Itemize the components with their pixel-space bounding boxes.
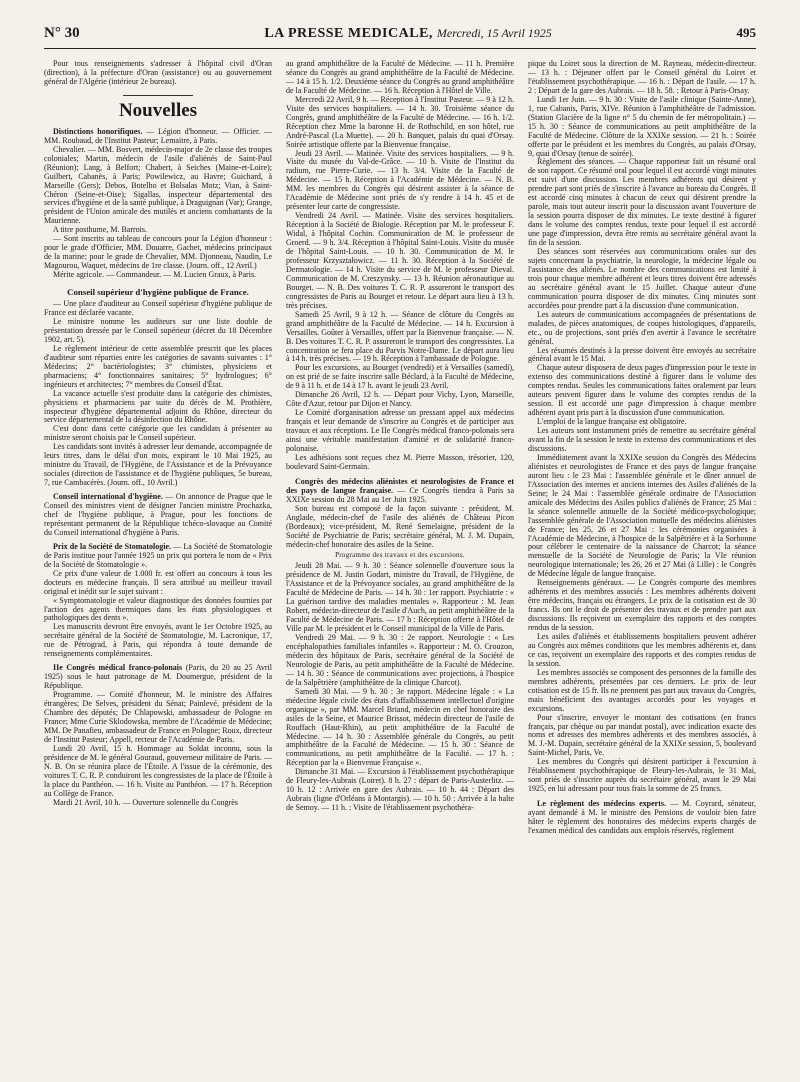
paragraph: Les manuscrits devront être envoyés, avant le 1er Octobre 1925, au secrétaire général de la Société de Stomatologie, M. Lacronique, 17, rue de Pétrograd, à Paris, qui répondra à toute demande de renseignements complémentaires.	[44, 622, 272, 659]
divider	[123, 95, 193, 96]
paragraph: Règlement des séances. — Chaque rapporteur fait un résumé oral de son rapport. Ce résumé oral pour lequel il est accordé vingt minutes est suivi d'une discussion. Les membres adhérents qui désirent y prendre part sont priés de s'inscrire à l'avance au bureau du Congrès. Il est accordé cinq minutes à chacun de ceux qui désirent prendre la parole, mais tout auteur inscrit pour la discussion avant l'ouverture de la session pourra disposer de dix minutes. Le texte destiné à figurer dans le volume des comptes rendus, texte pour lequel il est accordé une page d'impression, devra être remis au secrétaire général avant la fin de la session.	[528, 157, 756, 248]
paragraph: Jeudi 28 Mai. — 9 h. 30 : Séance solennelle d'ouverture sous la présidence de M. Justin Godart, ministre du Travail, de l'Hygiène, de l'Assistance et de la Prévoyance sociales, au grand amphithéâtre de la Faculté de Médecine de Paris. — 14 h. 30 : 1er rapport. Psychiatrie : « La guérison tardive des maladies mentales ». Rapporteur : M. Jean Robert, médecin-directeur de l'asile d'Auch, au petit amphithéâtre de la Faculté de Médecine de Paris. — 17 h : Réception offerte à l'Hôtel de Ville par M. le président et le Conseil municipal de la Ville de Paris.	[286, 561, 514, 634]
paragraph: au grand amphithéâtre de la Faculté de Médecine. — 11 h. Première séance du Congrès au grand amphithéâtre de la Faculté de Médecine. — 14 à 15 h. 1/2. Deuxième séance du Congrès au grand amphithéâtre de la Faculté de Médecine. — 16 h. Réception à l'Hôtel de Ville.	[286, 60, 514, 95]
paragraph: — Sont inscrits au tableau de concours pour la Légion d'honneur : pour le grade d'Officier, MM. Douarre, Gachet, médecins principaux de la marine; pour le grade de Chevalier, MM. Djonneau, Naudin, Le Magourou, Waquet, médecins de 1re classe. (Journ. off., 12 Avril.)	[44, 234, 272, 271]
paragraph: C'est donc dans cette catégorie que les candidats à présenter au ministre seront choisis par le Conseil supérieur.	[44, 424, 272, 443]
paragraph: Programme. — Comité d'honneur, M. le ministre des Affaires étrangères; De Selves, président du Sénat; Painlevé, président de la Chambre des députés; De Chlapowski, ambassadeur de Pologne en France; Mme Curie Sklodowska, membre de l'Académie de Médecine; MM. De Panafieu, ambassadeur de France en Pologne; Roux, directeur de l'Institut Pasteur; Appell, recteur de l'Académie de Paris.	[44, 690, 272, 744]
article-title: Conseil supérieur d'hygiène publique de France.	[67, 287, 249, 298]
article-title: Congrès des médecins aliénistes et neurologistes de France et des pays de langue française.	[286, 476, 514, 495]
paragraph: Des séances sont réservées aux communications orales sur des sujets concernant la psychiatrie, la neurologie, la médecine légale ou l'assistance des aliénés. Le nombre des communications est limité à trois pour chaque membre adhérent et leurs titres doivent être adressés au secrétaire général avant le 15 Juillet. Chaque auteur d'une communication pourra disposer de dix minutes. Cinq minutes sont accordées pour prendre part à la discussion d'une communication.	[528, 247, 756, 310]
article-text: — M. Coyrard, sénateur, ayant demandé à M. le ministre des Pensions de vouloir bien faire hâter le règlement des honoraires des médecins experts chargés de l'examen médical des candidats aux emplois réservés, règlement	[528, 799, 756, 836]
paragraph: Immédiatement avant la XXIXe session du Congrès des Médecins aliénistes et neurologistes de France et des pays de langue française auront lieu : le 23 Mai : l'assemblée générale et le dîner annuel de l'Association des internes et anciens internes des Asiles d'aliénés de la Seine; le 24 Mai : l'assemblée générale ordinaire de l'Association amicale des Médecins des Asiles publics d'aliénés de France; 25 Mai : la séance solennelle annuelle de la Société médico-psychologique; l'assemblée générale de l'Association mutuelle des médecins aliénistes de France; les 25, 26 et 27 Mai : les cérémonies organisées à l'Académie de Médecine, à l'hospice de la Salpêtrière et à la Sorbonne pour célébrer le centenaire de la naissance de Charcot; la séance mensuelle de la Société de Neurologie de Paris; la VIe réunion neurologique internationale; les 26, 26 et 27 Mai (à Lille) : le Congrès de Médecine légale de langue française.	[528, 452, 756, 579]
paragraph: Les membres associés se composent des personnes de la famille des membres adhérents, présentées par ces derniers. Le prix de leur cotisation est de 15 fr. Ils ne prennent pas part aux travaux du Congrès, mais bénéficient des avantages accordés pour les voyages et excursions.	[528, 667, 756, 713]
paragraph: Samedi 30 Mai. — 9 h. 30 : 3e rapport. Médecine légale : « La médecine légale civile des états d'affaiblissement intellectuel d'origine organique », par MM. Marcel Briand, médecin en chef honoraire des asiles de la Seine, et Maurice Brissot, médecin directeur de l'asile de Rouffach (Haut-Rhin), au petit amphithéâtre de la Faculté de Médecine. — 14 h. 30 : Assemblée générale du Congrès, au petit amphithéâtre de la Faculté de Médecine. — 15 h. 30 : Séance de communications, au petit amphithéâtre de la Faculté. — 17 h. : Réception par la « Bienvenue Française ».	[286, 686, 514, 768]
paragraph: Dimanche 31 Mai. — Excursion à l'établissement psychothérapique de Fleury-les-Aubrais (Loiret). 8 h. 27 : départ de Paris-Austerlitz. — 10 h. 12 : Arrivée en gare des Aubrais. — 10 h. 44 : Départ des Aubrais (ligne d'Orléans à Montargis). — 10 h. 50 : Arrivée à la halte de Semoy. — 11 h. : Visite de l'établissement psychothéra-	[286, 767, 514, 813]
section-title: Nouvelles	[118, 99, 198, 121]
paragraph: Les auteurs sont instamment priés de remettre au secrétaire général avant la fin de la session le texte in extenso des communications et des discussions.	[528, 426, 756, 453]
article-text: (Paris, du 20 au 25 Avril 1925) sous le haut patronage de M. Doumergue, président de la République.	[44, 663, 272, 691]
page-header	[44, 24, 756, 44]
paragraph: Ce prix d'une valeur de 1.000 fr. est offert au concours à tous les docteurs en médecine français. Il sera attribué au meilleur travail original et inédit sur le sujet suivant :	[44, 568, 272, 596]
column-1	[44, 60, 272, 1070]
paragraph: Chevalier. — MM. Bosvert, médecin-major de 2e classe des troupes coloniales; Martin, médecin de l'asile d'aliénés de Saint-Paul (Réunion); Lang, à Belfort; Chabert, à Seiches (Maine-et-Loire); Guilbert, Cabanès, à Paris; Powilewicz, au Havre; Guichard, à Marseille (Gers); Debos, Botelho et Bolsalas Motz; Vian, à Saint-Chéron (Seine-et-Oise); Sigallas, inspecteur départemental des services d'hygiène et de la santé publique, à Draguignan (Var); Grange, président de l'Union amicale des mutilés et anciens combattants de la Maurienne.	[44, 144, 272, 226]
article	[286, 478, 514, 505]
paragraph: Dimanche 26 Avril, 12 h. — Départ pour Vichy, Lyon, Marseille, Côte d'Azur, retour par Dijon et Nancy.	[286, 390, 514, 409]
paragraph: Les membres du Congrès qui désirent participer à l'excursion à l'établissement psychothérapique de Fleury-les-Aubrais, le 31 Mai, sont priés de s'inscrire auprès du secrétaire général, avant le 29 Mai 1925, en lui adressant pour tous frais la somme de 25 francs.	[528, 757, 756, 794]
paragraph: Les asiles d'aliénés et établissements hospitaliers peuvent adhérer au Congrès aux mêmes conditions que les membres adhérents et, dans ce cas, reçoivent un exemplaire des rapports et des comptes rendus de la session.	[528, 632, 756, 668]
article-text: — La Société de Stomatologie de Paris institue pour l'année 1925 un prix qui portera le nom de « Prix de la Société de Stomatologie ».	[44, 541, 272, 569]
paragraph: Renseignements généraux. — Le Congrès comporte des membres adhérents et des membres associés : Les membres adhérents doivent être médecins, français ou étrangers. Le prix de la cotisation est de 30 francs. Ils ont le droit de présenter des travaux et de prendre part aux discussions. Ils reçoivent un exemplaire des rapports et des comptes rendus de la session.	[528, 578, 756, 633]
paragraph: Lundi 1er Juin. — 9 h. 30 : Visite de l'asile clinique (Sainte-Anne), 1, rue Cabanis, Paris, XIVe. Réunion à l'amphithéâtre de l'admission. (Station Glacière de la ligne n° 5 du chemin de fer métropolitain.) — 15 h. 30 : Séance de communications au petit amphithéâtre de la Faculté de Médecine. Clôture de la XXIXe session. — 21 h. : Soirée offerte par le président et les membres du Congrès, au palais d'Orsay, 9, quai d'Orsay (tenue de soirée).	[528, 94, 756, 158]
paragraph: A titre posthume, M. Barrois.	[53, 225, 147, 235]
article-title: Prix de la Société de Stomatologie.	[53, 541, 172, 551]
article	[44, 128, 272, 146]
issue-number: N° 30	[44, 25, 80, 41]
article	[44, 543, 272, 570]
article	[528, 800, 756, 836]
paragraph: Les résumés destinés à la presse doivent être envoyés au secrétaire général avant le 15 Mai.	[528, 345, 756, 364]
issue-date: Mercredi, 15 Avril 1925	[436, 26, 552, 40]
paragraph: Lundi 20 Avril, 15 h. Hommage au Soldat inconnu, sous la présidence de M. le général Gouraud, gouverneur militaire de Paris. — N. B. On se réunira place de l'Étoile. A l'issue de la cérémonie, des voitures T. C. R. P. conduiront les congressistes de la place de l'Étoile à la place du Panthéon. — 16 h. Visite au Panthéon. — 17 h. Réception au Collège de France.	[44, 743, 272, 798]
paragraph: Le ministre nomme les auditeurs sur une liste double de présentation dressée par le Conseil supérieur (décret du 18 Décembre 1902, art. 5).	[44, 316, 272, 344]
column-2	[286, 60, 514, 1070]
article-text: — Ce Congrès tiendra à Paris sa XXIXe session du 28 Mai au 1er Juin 1925.	[286, 485, 514, 504]
section-banner	[44, 95, 272, 122]
paragraph: Samedi 25 Avril, 9 à 12 h. — Séance de clôture du Congrès au grand amphithéâtre de la Faculté de Médecine. — 14 h. Excursion à Versailles. Goûter à Versailles, offert par la Bienvenue française. — N. B. Des voitures T. C. R. P. assureront le transport des congressistes. La concentration se fera place du Parvis Notre-Dame. Le départ aura lieu à 14 h. très précises. — 19 h. Réception à l'ambassade de Pologne.	[286, 309, 514, 364]
column-3	[528, 60, 756, 1070]
paragraph: pique du Loiret sous la direction de M. Rayneau, médecin-directeur. — 13 h. : Déjeuner offert par le Conseil général du Loiret et l'établissement psychothérapique. — 16 h. : Départ de l'asile. — 17 h. 2 : Départ de la gare des Aubrais. — 18 h. 58. : Retour à Paris-Orsay.	[528, 60, 756, 95]
subheading: Programme des travaux et des excursions.	[335, 551, 465, 560]
article-title: Distinctions honorifiques.	[53, 126, 143, 136]
paragraph: Pour tous renseignements s'adresser à l'hôpital civil d'Oran (direction), à la préfecture d'Oran (assistance) ou au gouvernement général de l'Algérie (intérieur 2e bureau).	[44, 60, 272, 86]
paragraph: Pour s'inscrire, envoyer le montant des cotisations (en francs français, par chèque ou par mandat postal), avec indication exacte des noms et adresses des membres adhérents et des membres associés, à M. J.-M. Dupain, secrétaire général de la XXIXe session, 5, boulevard Saint-Michel, Paris, Ve.	[528, 712, 756, 758]
paragraph: Le Comité d'organisation adresse un pressant appel aux médecins français et leur demande de s'inscrire au Congrès et de participer aux travaux et aux réceptions. Le IIe Congrès médical franco-polonais sera ainsi une véritable manifestation d'amitié et de solidarité franco-polonaise.	[286, 408, 514, 453]
page-number: 495	[736, 25, 756, 40]
article-text: — Légion d'honneur. — Officier. — MM. Roubaud, de l'Institut Pasteur; Lemaitre, à Paris.	[44, 126, 272, 145]
paragraph: Le règlement intérieur de cette assemblée prescrit que les places d'auditeur sont réparties entre les catégories de savants suivantes : 1° Médecins; 2° bactériologistes; 3° chimistes, physiciens et pharmaciens; 4° fonctionnaires sanitaires; 5° hydrologues; 6° ingénieurs et architectes; 7° membres du Conseil d'État.	[44, 343, 272, 389]
article	[44, 664, 272, 691]
paragraph: Mardi 21 Avril, 10 h. — Ouverture solennelle du Congrès	[53, 797, 238, 807]
article	[44, 493, 272, 538]
paragraph: Les adhésions sont reçues chez M. Pierre Masson, trésorier, 120, boulevard Saint-Germain.	[286, 452, 514, 471]
paragraph: Les auteurs de communications accompagnées de présentations de malades, de pièces anatomiques, de coupes histologiques, d'appareils, etc., ou de projections, sont priés d'en avertir à l'avance le secrétaire général.	[528, 309, 756, 346]
article-title: IIe Congrès médical franco-polonais	[53, 663, 183, 673]
paragraph: Jeudi 23 Avril. — Matinée. Visite des services hospitaliers. — 9 h. Visite du musée du Val-de-Grâce. — 10 h. Visite de l'Institut du radium, rue Pierre-Curie. — 13 h. 3/4. Visite de la Faculté de Médecine. — 15 h. Réception à l'Académie de Médecine. — N. B. MM. les membres du Congrès qui désirent assister à la séance de l'Académie de Médecine sont priés de s'y rendre à 14 h. 45 et de présenter leur carte de congressiste.	[286, 148, 514, 212]
paragraph: Son bureau est composé de la façon suivante : président, M. Anglade, médecin-chef de l'asile des aliénés de Château Picon (Bordeaux); vice-président, M. René Semelaigne, président de la Société de Psychiatrie de Paris; secrétaire général, M. J. M. Dupain, médecin-chef honoraire des asiles de la Seine.	[286, 503, 514, 549]
article-title: Le règlement des médecins experts.	[537, 799, 666, 809]
paragraph: — Une place d'auditeur au Conseil supérieur d'hygiène publique de France est déclarée vacante.	[44, 299, 272, 318]
paragraph: Vendredi 24 Avril. — Matinée. Visite des services hospitaliers. Réception à la Société de Biologie. Réception par M. le professeur F. Widal, à l'hôpital Cochin. Communication de M. le professeur de Groerd. — 9 h. 3/4. Réception à l'hôpital Saint-Louis. Visite du musée de l'hôpital Saint-Louis. — 10 h. 30. Communication de M. le professeur Krzyształowicz. — 11 h. 30. Réception à la Société de Dermatologie. — 14 h. Visite du service de M. le professeur Dieval. Communication de M. Creszynsky. — 13 h. Réunion aéronautique au Bourget. — N. B. Des voitures T. C. R. P. assureront le transport des congressistes de Paris au Bourget et retour. Le départ aura lieu à 13 h. très précises.	[286, 211, 514, 310]
paragraph: « Symptomatologie et valeur diagnostique des données fournies par l'action des agents thermiques dans les états physiologiques et pathologiques des dents ».	[44, 595, 272, 623]
article-title: Conseil international d'hygiène.	[53, 492, 163, 502]
paragraph: Pour les excursions, au Bourget (vendredi) et à Versailles (samedi), on est prié de se faire inscrire salle Béclard, à la Faculté de Médecine, de 9 à 11 h. et de 14 à 17 h. avant le jeudi 23 Avril.	[286, 363, 514, 391]
paragraph: La vacance actuelle s'est produite dans la catégorie des chimistes, physiciens et pharmaciens par suite du décès de M. Prothière, inspecteur d'hygiène départemental adjoint du Rhône, directeur du service départemental de la désinfection du Rhône.	[44, 388, 272, 425]
masthead	[264, 24, 551, 42]
header-rule	[44, 48, 756, 49]
paragraph: Mérite agricole. — Commandeur. — M. Lucien Graux, à Paris.	[53, 270, 257, 280]
paragraph: L'emploi de la langue française est obligatoire.	[537, 417, 687, 427]
article-text: — On annonce de Prague que le Conseil des ministres vient de désigner l'ancien ministre Prochazka, chef de l'hygiène publique, à Prague, pour les fonctions de représentant permanent de la République tchéco-slovaque au Comité du Conseil international d'hygiène à Paris.	[44, 492, 272, 537]
paragraph: Mercredi 22 Avril, 9 h. — Réception à l'Institut Pasteur. — 9 à 12 h. Visite des services hospitaliers. — 14 h. 30. Troisième séance du Congrès, grand amphithéâtre de la Faculté de Médecine. — 16 h. 1/2. Réception chez Mme la baronne H. de Rothschild, en son hôtel, rue André-Pascal (La Muette). — 20 h. Banquet, palais du quai d'Orsay. Soirée artistique offerte par la Bienvenue française.	[286, 94, 514, 149]
journal-title: LA PRESSE MEDICALE,	[264, 26, 433, 41]
paragraph: Chaque auteur disposera de deux pages d'impression pour le texte in extenso des communications destiné à figurer dans le volume des comptes rendus. Seules les communications faites oralement par leurs auteurs peuvent figurer dans le volume des comptes rendus de la session. Il est accordé une page d'impression à chaque membre adhérent ayant pris part à la discussion d'une communication.	[528, 363, 756, 418]
paragraph: Les candidats sont invités à adresser leur demande, accompagnée de leurs titres, dans le délai d'un mois, expirant le 10 Mai 1925, au ministre du Travail, de l'Hygiène, de l'Assistance et de la Prévoyance sociales (direction de l'assistance et de l'hygiène publiques, 5e bureau, 7, rue Cambacérès. (Journ. off., 10 Avril.)	[44, 442, 272, 488]
paragraph: Vendredi 29 Mai. — 9 h. 30 : 2e rapport. Neurologie : « Les encéphalopathies familiales infantiles ». Rapporteur : M. O. Crouzon, médecin des hôpitaux de Paris, secrétaire général de la Société de Neurologie de Paris, au petit amphithéâtre de la Faculté de Médecine. — 14 h. 30 : Séance de communications avec projections, à l'hospice de la Salpêtrière (amphithéâtre de la clinique Charcot).	[286, 633, 514, 687]
